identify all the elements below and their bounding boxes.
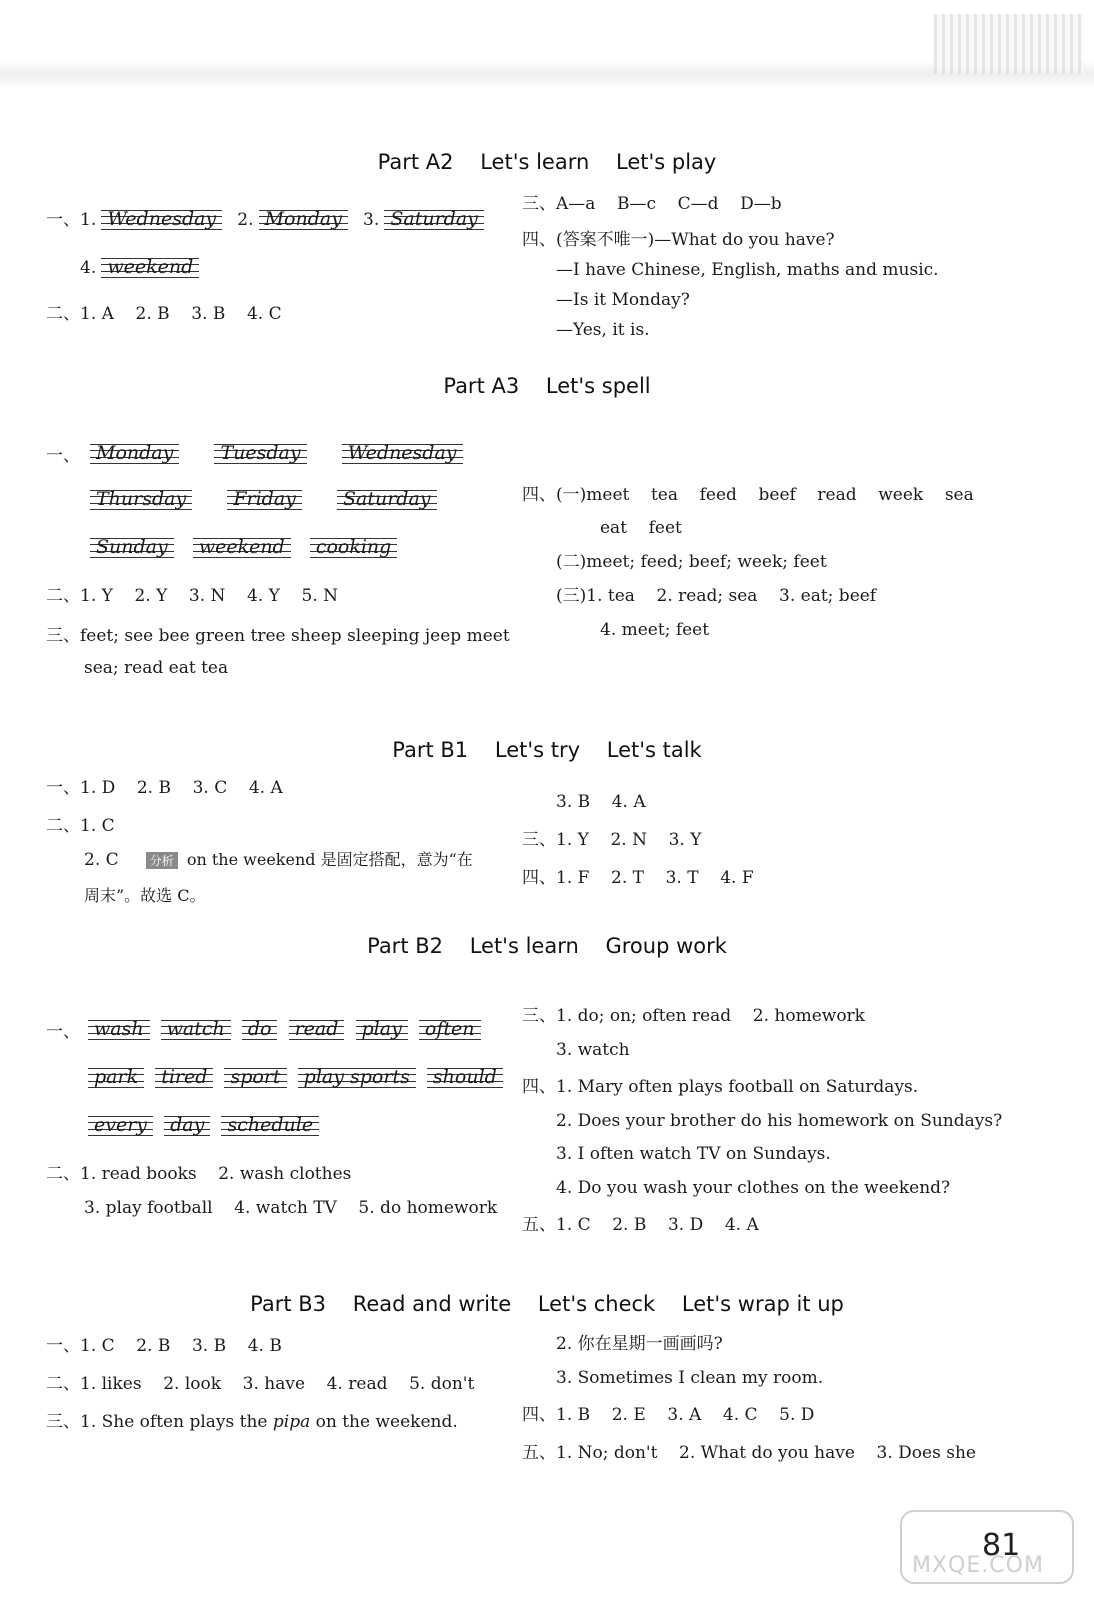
handwritten-answer: Thursday bbox=[90, 488, 192, 510]
a2-q4-line: —Yes, it is. bbox=[556, 320, 650, 340]
a2-q1-row2 bbox=[80, 256, 209, 278]
handwritten-answer: every bbox=[88, 1114, 153, 1136]
scan-top-band bbox=[0, 60, 1094, 88]
a3-q4-line: 四、(一)meet tea feed beef read week sea bbox=[522, 485, 974, 505]
b2-q2-line: 3. play football 4. watch TV 5. do homework bbox=[84, 1198, 498, 1218]
b1-q3: 三、1. Y 2. N 3. Y bbox=[522, 830, 702, 850]
handwritten-answer: Saturday bbox=[384, 208, 484, 230]
b2-q2-line: 二、1. read books 2. wash clothes bbox=[46, 1164, 352, 1184]
b2-q5: 五、1. C 2. B 3. D 4. A bbox=[522, 1215, 759, 1235]
b3-q2: 二、1. likes 2. look 3. have 4. read 5. don't bbox=[46, 1374, 475, 1394]
handwritten-answer: wash bbox=[88, 1018, 150, 1040]
a2-q2: 二、1. A 2. B 3. B 4. C bbox=[46, 304, 282, 324]
a3-q4-line: eat feet bbox=[600, 518, 682, 538]
a2-q1-num: 4. bbox=[80, 258, 97, 278]
handwritten-answer: Saturday bbox=[337, 488, 437, 510]
handwritten-answer: day bbox=[164, 1114, 210, 1136]
a2-q1-num: 3. bbox=[363, 210, 380, 230]
b3-q5: 五、1. No; don't 2. What do you have 3. Does she bbox=[522, 1443, 976, 1463]
b1-q4: 四、1. F 2. T 3. T 4. F bbox=[522, 868, 754, 888]
b2-q4-line: 四、1. Mary often plays football on Saturdays. bbox=[522, 1077, 919, 1097]
analysis-tag: 分析 bbox=[146, 852, 178, 869]
b3-q3-right-line: 3. Sometimes I clean my room. bbox=[556, 1368, 824, 1388]
handwritten-answer: Wednesday bbox=[342, 442, 463, 464]
b2-q1-row1 bbox=[88, 1018, 481, 1040]
handwritten-answer: watch bbox=[161, 1018, 231, 1040]
a2-q4-line: 四、(答案不唯一)—What do you have? bbox=[522, 230, 835, 250]
section-title-b1: Part B1 Let's try Let's talk bbox=[392, 738, 702, 762]
b1-q2b-num: 2. C bbox=[84, 850, 119, 870]
b2-q4-line: 3. I often watch TV on Sundays. bbox=[556, 1144, 831, 1164]
scan-corner-artifact bbox=[934, 14, 1084, 74]
handwritten-answer: Friday bbox=[227, 488, 302, 510]
b2-q1-row3 bbox=[88, 1114, 329, 1136]
b1-q2b-text2: 周末”。故选 C。 bbox=[84, 886, 206, 905]
a2-q1-row1 bbox=[46, 208, 494, 230]
b3-q4: 四、1. B 2. E 3. A 4. C 5. D bbox=[522, 1405, 815, 1425]
handwritten-answer: should bbox=[427, 1066, 503, 1088]
page-number: 81 bbox=[982, 1528, 1021, 1563]
handwritten-answer: play bbox=[356, 1018, 408, 1040]
b2-q1-label: 一、 bbox=[46, 1022, 80, 1042]
section-title-a2: Part A2 Let's learn Let's play bbox=[377, 150, 717, 174]
a3-q1-label: 一、 bbox=[46, 446, 80, 466]
handwritten-answer: sport bbox=[224, 1066, 286, 1088]
handwritten-answer: Wednesday bbox=[101, 208, 222, 230]
handwritten-answer: schedule bbox=[221, 1114, 319, 1136]
b3-q3-right-line: 2. 你在星期一画画吗? bbox=[556, 1334, 723, 1354]
b1-q2b bbox=[84, 850, 473, 870]
handwritten-answer: weekend bbox=[193, 536, 291, 558]
b1-q2b-text: on the weekend 是固定搭配，意为“在 bbox=[186, 850, 473, 869]
a3-q3-line: 三、feet; see bee green tree sheep sleeping jeep meet bbox=[46, 626, 510, 646]
handwritten-answer: park bbox=[88, 1066, 144, 1088]
b3-q3-part1: 三、1. She often plays the bbox=[46, 1412, 273, 1432]
b1-q2a: 二、1. C bbox=[46, 816, 115, 836]
a2-q4-line: —I have Chinese, English, maths and music. bbox=[556, 260, 939, 280]
a3-q1-row1 bbox=[90, 442, 473, 464]
a3-q4-line: (三)1. tea 2. read; sea 3. eat; beef bbox=[556, 586, 877, 606]
handwritten-answer: Monday bbox=[90, 442, 179, 464]
a3-q4-line: (二)meet; feed; beef; week; feet bbox=[556, 552, 827, 572]
a3-q2: 二、1. Y 2. Y 3. N 4. Y 5. N bbox=[46, 586, 338, 606]
b3-q1: 一、1. C 2. B 3. B 4. B bbox=[46, 1336, 282, 1356]
section-title-b2: Part B2 Let's learn Group work bbox=[367, 934, 727, 958]
b1-q2c: 3. B 4. A bbox=[556, 792, 646, 812]
b3-q3-part2: on the weekend. bbox=[310, 1412, 458, 1432]
handwritten-answer: cooking bbox=[310, 536, 398, 558]
a3-q3-line: sea; read eat tea bbox=[84, 658, 229, 678]
b2-q4-line: 2. Does your brother do his homework on Sundays? bbox=[556, 1111, 1003, 1131]
a2-q3: 三、A—a B—c C—d D—b bbox=[522, 194, 782, 214]
b2-q4-line: 4. Do you wash your clothes on the weekend? bbox=[556, 1178, 951, 1198]
b3-q3 bbox=[46, 1412, 458, 1432]
a3-q4-line: 4. meet; feet bbox=[600, 620, 710, 640]
b2-q3-line: 3. watch bbox=[556, 1040, 630, 1060]
a2-q4-line: —Is it Monday? bbox=[556, 290, 690, 310]
b1-q1: 一、1. D 2. B 3. C 4. A bbox=[46, 778, 283, 798]
handwritten-answer: weekend bbox=[101, 256, 199, 278]
watermark-text: MXQE.COM bbox=[912, 1553, 1044, 1578]
a3-q1-row3 bbox=[90, 536, 407, 558]
handwritten-answer: Monday bbox=[259, 208, 348, 230]
handwritten-answer: play sports bbox=[298, 1066, 416, 1088]
a3-q1-row2 bbox=[90, 488, 447, 510]
handwritten-answer: do bbox=[242, 1018, 278, 1040]
section-title-a3: Part A3 Let's spell bbox=[443, 374, 651, 398]
handwritten-answer: often bbox=[419, 1018, 481, 1040]
handwritten-answer: Sunday bbox=[90, 536, 174, 558]
b2-q1-row2 bbox=[88, 1066, 503, 1088]
section-title-b3: Part B3 Read and write Let's check Let's wrap it up bbox=[250, 1292, 844, 1316]
a2-q1-num: 2. bbox=[237, 210, 254, 230]
b2-q3-line: 三、1. do; on; often read 2. homework bbox=[522, 1006, 865, 1026]
handwritten-answer: Tuesday bbox=[214, 442, 306, 464]
handwritten-answer: read bbox=[289, 1018, 345, 1040]
a2-q1-label: 一、1. bbox=[46, 210, 97, 230]
handwritten-answer: tired bbox=[155, 1066, 213, 1088]
b3-q3-emphasis: pipa bbox=[272, 1412, 311, 1432]
